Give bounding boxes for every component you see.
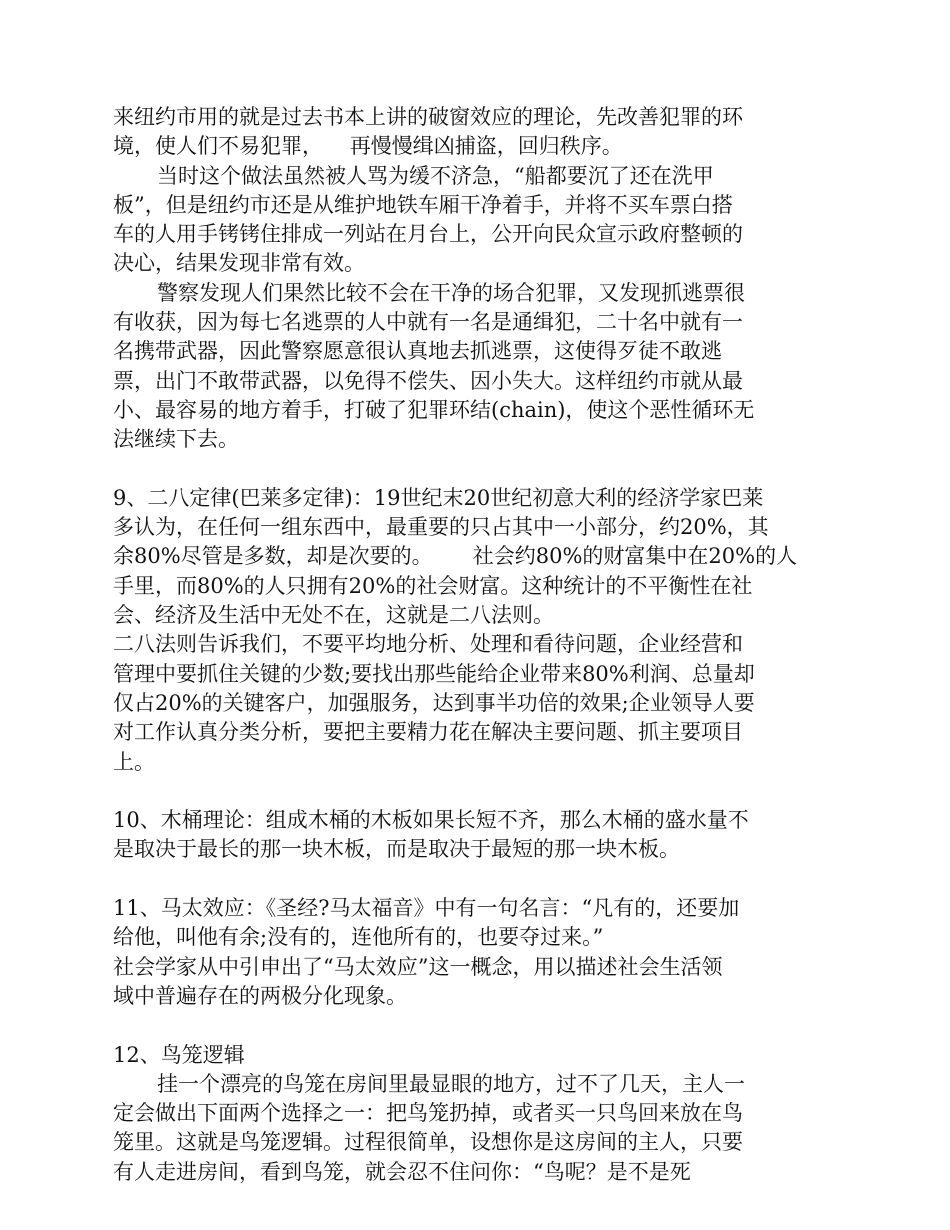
text-line: 对工作认真分类分析，要把主要精力花在解决主要问题、抓主要项目 [113,720,743,745]
text-line: 挂一个漂亮的鸟笼在房间里最显眼的地方，过不了几天，主人一 [157,1071,745,1096]
text-line: 是取决于最长的那一块木板，而是取决于最短的那一块木板。 [113,837,680,862]
paragraph-spacer [113,777,843,806]
paragraph-spacer [113,1011,843,1040]
text-line: 社会学家从中引申出了“马太效应”这一概念，用以描述社会生活领 [113,954,723,979]
text-line: 二八法则告诉我们，不要平均地分析、处理和看待问题，企业经营和 [113,632,743,657]
text-line: 当时这个做法虽然被人骂为缓不济急，“船都要沉了还在洗甲 [157,163,714,188]
text-line: 小、最容易的地方着手，打破了犯罪环结(chain)，使这个恶性循环无 [113,397,755,422]
paragraph-spacer [113,455,843,484]
text-line: 上。 [113,749,155,774]
paragraph [113,103,843,162]
paragraph [113,162,843,279]
text-line: 来纽约市用的就是过去书本上讲的破窗效应的理论，先改善犯罪的环 [113,105,743,129]
text-line: 决心，结果发现非常有效。 [113,251,365,276]
text-line: 法继续下去。 [113,427,239,452]
text-line: 仅占20%的关键客户，加强服务，达到事半功倍的效果;企业领导人要 [113,690,755,715]
text-line: 手里，而80%的人只拥有20%的社会财富。这种统计的不平衡性在社 [113,573,753,598]
text-line: 域中普遍存在的两极分化现象。 [113,983,407,1008]
text-line: 票，出门不敢带武器，以免得不偿失、因小失大。这样纽约市就从最 [113,368,743,393]
paragraph [113,1041,843,1070]
text-line: 境，使人们不易犯罪， 再慢慢缉凶捕盗，回归秩序。 [113,134,623,159]
text-line: 11、马太效应：《圣经?马太福音》中有一句名言：“凡有的，还要加 [113,896,740,921]
text-line: 定会做出下面两个选择之一：把鸟笼扔掉，或者买一只鸟回来放在鸟 [113,1101,743,1126]
paragraph [113,894,843,1011]
paragraph [113,1070,843,1187]
text-line: 9、二八定律(巴莱多定律)：19世纪末20世纪初意大利的经济学家巴莱 [113,485,764,510]
text-line: 名携带武器，因此警察愿意很认真地去抓逃票，这使得歹徒不敢逃 [113,339,722,364]
document-page [113,103,843,1187]
text-line: 给他，叫他有余;没有的，连他所有的，也要夺过来。” [113,925,604,950]
text-line: 有人走进房间，看到鸟笼，就会忍不住问你：“鸟呢？是不是死 [113,1159,691,1184]
text-line: 笼里。这就是鸟笼逻辑。过程很简单，设想你是这房间的主人，只要 [113,1130,743,1155]
text-line: 车的人用手铐铐住排成一列站在月台上，公开向民众宣示政府整顿的 [113,222,743,247]
text-line: 警察发现人们果然比较不会在干净的场合犯罪，又发现抓逃票很 [157,280,745,305]
text-line: 管理中要抓住关键的少数;要找出那些能给企业带来80%利润、总量却 [113,661,755,686]
paragraph-spacer [113,865,843,894]
text-line: 板”，但是纽约市还是从维护地铁车厢干净着手，并将不买车票白搭 [113,192,733,217]
paragraph [113,279,843,455]
text-line: 会、经济及生活中无处不在，这就是二八法则。 [113,603,554,628]
paragraph [113,806,843,865]
paragraph [113,484,843,777]
text-line: 12、鸟笼逻辑 [113,1042,245,1067]
document-body [113,103,843,1187]
text-line: 10、木桶理论：组成木桶的木板如果长短不齐，那么木桶的盛水量不 [113,808,749,833]
text-line: 余80%尽管是多数，却是次要的。 社会约80%的财富集中在20%的人 [113,544,798,569]
text-line: 有收获，因为每七名逃票的人中就有一名是通缉犯，二十名中就有一 [113,310,743,335]
text-line: 多认为，在任何一组东西中，最重要的只占其中一小部分，约20%，其 [113,515,769,540]
